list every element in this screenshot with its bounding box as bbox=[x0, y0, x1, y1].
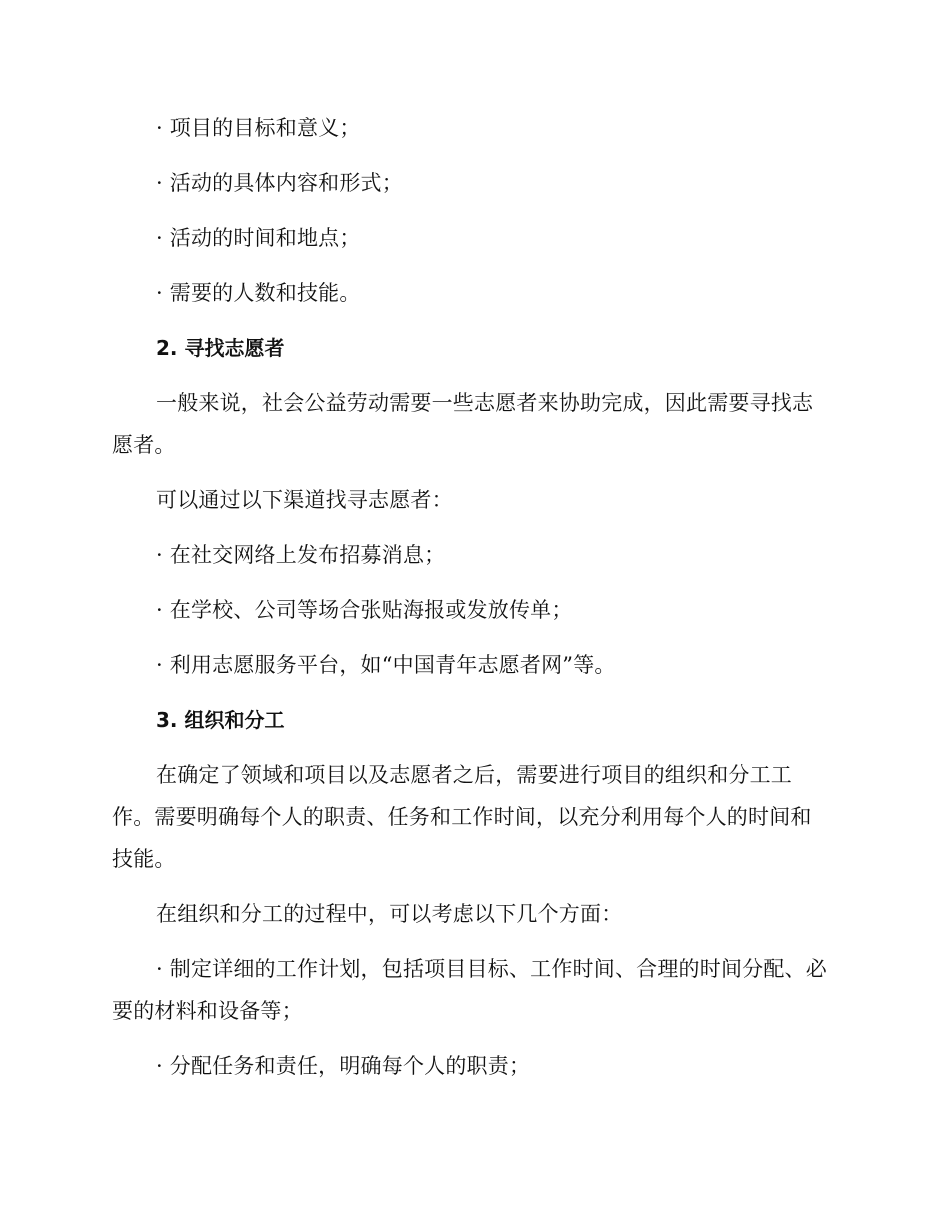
bullet-time-place: · 活动的时间和地点； bbox=[156, 226, 361, 250]
bullet-people-skills: · 需要的人数和技能。 bbox=[156, 281, 361, 305]
document-body bbox=[112, 107, 832, 1100]
paragraph-organize-intro: 在确定了领域和项目以及志愿者之后，需要进行项目的组织和分工工作。需要明确每个人的职责、任务和工作时间，以充分利用每个人的时间和技能。 bbox=[112, 763, 812, 871]
section-heading-organize-divide: 3. 组织和分工 bbox=[156, 708, 285, 732]
bullet-content-form: · 活动的具体内容和形式； bbox=[156, 171, 403, 195]
bullet-goal-meaning: · 项目的目标和意义； bbox=[156, 116, 361, 140]
bullet-assign-tasks: · 分配任务和责任，明确每个人的职责； bbox=[156, 1054, 531, 1078]
bullet-social-network: · 在社交网络上发布招募消息； bbox=[156, 543, 446, 567]
bullet-work-plan: · 制定详细的工作计划，包括项目目标、工作时间、合理的时间分配、必要的材料和设备等； bbox=[112, 957, 827, 1023]
paragraph-channels-intro: 可以通过以下渠道找寻志愿者： bbox=[156, 488, 453, 512]
bullet-volunteer-platform: · 利用志愿服务平台，如“中国青年志愿者网”等。 bbox=[156, 653, 616, 677]
section-heading-find-volunteers: 2. 寻找志愿者 bbox=[156, 336, 285, 360]
bullet-posters-flyers: · 在学校、公司等场合张贴海报或发放传单； bbox=[156, 598, 573, 622]
paragraph-aspects-intro: 在组织和分工的过程中，可以考虑以下几个方面： bbox=[156, 902, 623, 926]
paragraph-volunteers-intro: 一般来说，社会公益劳动需要一些志愿者来协助完成，因此需要寻找志愿者。 bbox=[112, 391, 814, 457]
